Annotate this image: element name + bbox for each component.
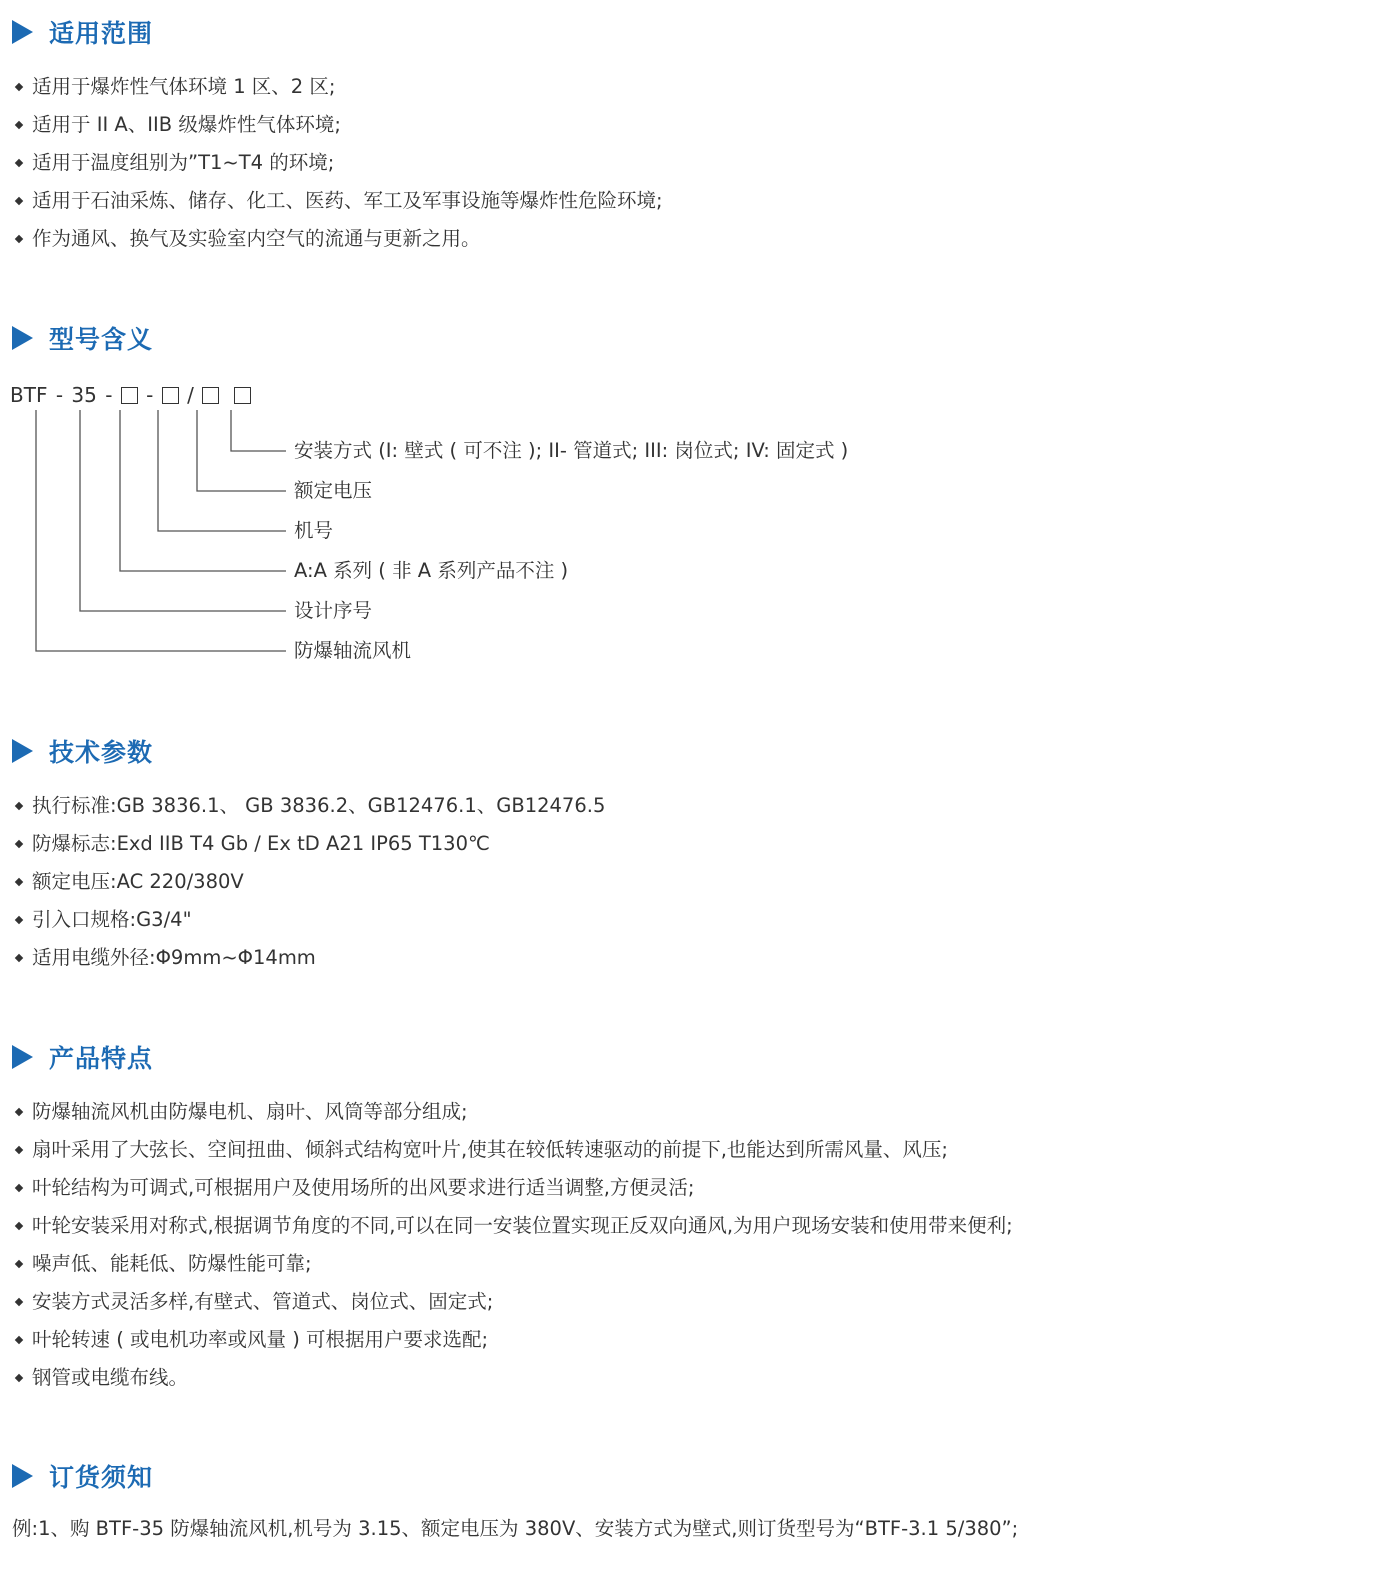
list-item: 执行标准:GB 3836.1、 GB 3836.2、GB12476.1、GB12476.5 — [12, 787, 605, 825]
diagram-label: 安装方式 (I: 壁式 ( 可不注 ); II- 管道式; III: 岗位式; IV: 固定式 ) — [294, 439, 849, 462]
list-item: 适用于石油采炼、储存、化工、医药、军工及军事设施等爆炸性危险环境; — [12, 182, 663, 220]
list-item: 引入口规格:G3/4" — [12, 901, 605, 939]
section-title-features — [12, 1037, 153, 1077]
triangle-marker-icon — [12, 326, 33, 350]
bullet-diamond-icon — [15, 1146, 23, 1154]
section-title-scope — [12, 12, 153, 52]
list-item: 叶轮安装采用对称式,根据调节角度的不同,可以在同一安装位置实现正反双向通风,为用户现场安装和使用带来便利; — [12, 1207, 1013, 1245]
ordering-example: 例:1、购 BTF-35 防爆轴流风机,机号为 3.15、额定电压为 380V、安装方式为壁式,则订货型号为“BTF-3.1 5/380”; — [12, 1517, 1019, 1540]
bullet-diamond-icon — [15, 1260, 23, 1268]
bullet-diamond-icon — [15, 878, 23, 886]
bullet-diamond-icon — [15, 1336, 23, 1344]
code-number: 35 — [71, 383, 97, 407]
diagram-label: 机号 — [294, 519, 334, 542]
connector-line — [231, 410, 286, 451]
code-box — [162, 387, 179, 404]
bullet-diamond-icon — [15, 197, 23, 205]
diagram-label: 防爆轴流风机 — [294, 639, 412, 662]
bullet-diamond-icon — [15, 121, 23, 129]
list-item: 安装方式灵活多样,有壁式、管道式、岗位式、固定式; — [12, 1283, 1013, 1321]
section-title-model — [12, 318, 153, 358]
triangle-marker-icon — [12, 20, 33, 44]
section-heading: 订货须知 — [49, 1463, 154, 1492]
connector-line — [158, 410, 286, 531]
triangle-marker-icon — [12, 739, 33, 763]
code-dash: - — [55, 383, 64, 407]
bullet-diamond-icon — [15, 954, 23, 962]
bullet-diamond-icon — [15, 235, 23, 243]
diagram-label: A:A 系列 ( 非 A 系列产品不注 ) — [294, 559, 569, 582]
triangle-marker-icon — [12, 1045, 33, 1069]
code-dash: - — [146, 383, 154, 407]
bullet-diamond-icon — [15, 1222, 23, 1230]
code-box — [121, 387, 138, 404]
connector-line — [80, 410, 286, 611]
code-prefix: BTF — [10, 383, 48, 407]
bullet-diamond-icon — [15, 159, 23, 167]
section-heading: 技术参数 — [49, 738, 154, 767]
list-item: 适用电缆外径:Φ9mm~Φ14mm — [12, 939, 605, 977]
section-title-tech — [12, 731, 153, 771]
list-item: 叶轮转速 ( 或电机功率或风量 ) 可根据用户要求选配; — [12, 1321, 1013, 1359]
bullet-diamond-icon — [15, 1108, 23, 1116]
list-item: 噪声低、能耗低、防爆性能可靠; — [12, 1245, 1013, 1283]
bullet-diamond-icon — [15, 916, 23, 924]
bullet-diamond-icon — [15, 83, 23, 91]
code-slash: / — [187, 383, 194, 407]
list-item: 叶轮结构为可调式,可根据用户及使用场所的出风要求进行适当调整,方便灵活; — [12, 1169, 1013, 1207]
diagram-label: 额定电压 — [294, 479, 373, 502]
list-item: 适用于爆炸性气体环境 1 区、2 区; — [12, 68, 663, 106]
model-code-diagram — [0, 405, 320, 665]
section-title-ordering — [12, 1456, 153, 1496]
bullet-diamond-icon — [15, 1184, 23, 1192]
bullet-diamond-icon — [15, 1298, 23, 1306]
list-item: 防爆轴流风机由防爆电机、扇叶、风筒等部分组成; — [12, 1093, 1013, 1131]
list-item: 防爆标志:Exd IIB T4 Gb / Ex tD A21 IP65 T130℃ — [12, 825, 605, 863]
code-dash: - — [105, 383, 113, 407]
bullet-diamond-icon — [15, 840, 23, 848]
bullet-diamond-icon — [15, 802, 23, 810]
list-item: 适用于温度组别为”T1~T4 的环境; — [12, 144, 663, 182]
bullet-diamond-icon — [15, 1374, 23, 1382]
list-item: 钢管或电缆布线。 — [12, 1359, 1013, 1397]
section-heading: 适用范围 — [49, 19, 154, 48]
list-item: 适用于 II A、IIB 级爆炸性气体环境; — [12, 106, 663, 144]
features-list — [12, 1093, 1013, 1397]
scope-list — [12, 68, 663, 258]
list-item: 扇叶采用了大弦长、空间扭曲、倾斜式结构宽叶片,使其在较低转速驱动的前提下,也能达到所需风量、风压; — [12, 1131, 1013, 1169]
section-heading: 型号含义 — [49, 325, 154, 354]
diagram-label: 设计序号 — [294, 599, 373, 622]
list-item: 额定电压:AC 220/380V — [12, 863, 605, 901]
tech-list — [12, 787, 605, 977]
section-heading: 产品特点 — [49, 1044, 154, 1073]
code-box — [234, 387, 251, 404]
list-item: 作为通风、换气及实验室内空气的流通与更新之用。 — [12, 220, 663, 258]
code-box — [202, 387, 219, 404]
triangle-marker-icon — [12, 1464, 33, 1488]
